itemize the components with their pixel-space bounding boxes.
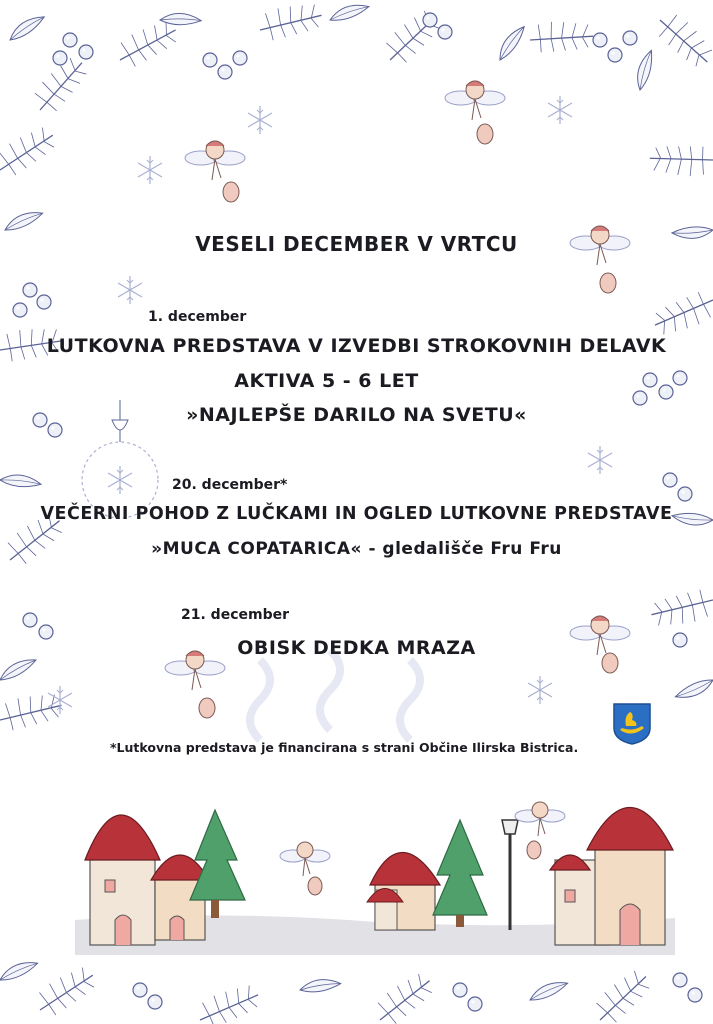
event-line: »NAJLEPŠE DARILO NA SVETU« bbox=[186, 404, 527, 426]
event-date: 1. december bbox=[148, 309, 247, 325]
funding-footnote: *Lutkovna predstava je financirana s strani Občine Ilirska Bistrica. bbox=[110, 740, 579, 755]
event-line: LUTKOVNA PREDSTAVA V IZVEDBI STROKOVNIH DELAVK bbox=[46, 335, 667, 357]
poster-title: VESELI DECEMBER V VRTCU bbox=[195, 232, 518, 256]
event-date: 21. december bbox=[181, 607, 289, 623]
event-line: OBISK DEDKA MRAZA bbox=[237, 637, 476, 659]
event-line: VEČERNI POHOD Z LUČKAMI IN OGLED LUTKOVNE PREDSTAVE bbox=[40, 504, 673, 524]
village-illustration bbox=[75, 770, 675, 955]
municipality-crest-icon bbox=[612, 702, 652, 746]
event-line: »MUCA COPATARICA« - gledališče Fru Fru bbox=[151, 539, 562, 559]
event-line: AKTIVA 5 - 6 LET bbox=[234, 370, 419, 392]
event-date: 20. december* bbox=[172, 477, 288, 493]
